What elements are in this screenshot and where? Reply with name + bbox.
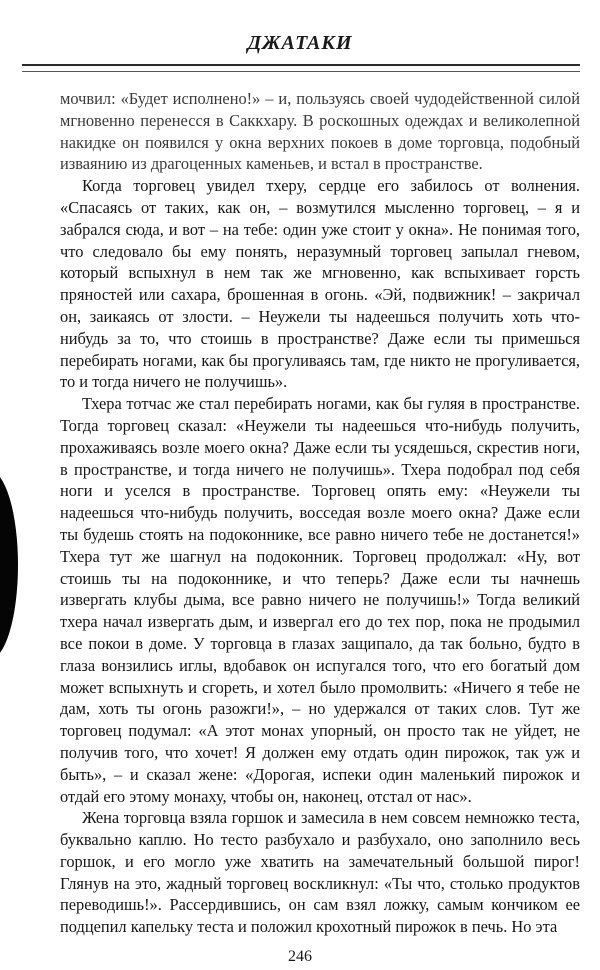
paragraph-2: Когда торговец увидел тхеру, сердце его забилось от волнения. «Спасаясь от таких, как он, – возмутился мысленно торговец, – я и забрался сюда, и вот – на тебе: один уже стоит у окна». Не понимая того, что следовало бы ему понять, неразумный торговец запылал гневом, который вспыхнул в нем так же мгновенно, как вспыхивает горсть пряностей или сахара, брошенная в огонь. «Эй, подвижник! – закричал он, заикаясь от злости. – Неужели ты надеешься получить хоть что-нибудь за то, что стоишь в пространстве? Даже если ты примешься перебирать ногами, как бы прогуливаясь там, где никто не прогуливается, то и тогда ничего не получишь». bbox=[60, 176, 580, 392]
paragraph-4: Жена торговца взяла горшок и замесила в нем совсем немножко теста, буквально каплю. Но тесто разбухало и разбухало, оно заполнило весь горшок, и его могло уже хватить на замечательный большой пирог! Глянув на это, жадный торговец воскликнул: «Ты что, столько продуктов переводишь!». Рассердившись, он сам взял ложку, самым кончиком ее подцепил капельку теста и положил крохотный пирожок в печь. Но эта bbox=[60, 808, 580, 937]
body-text bbox=[60, 88, 580, 938]
binding-shadow bbox=[0, 470, 18, 660]
page-number: 246 bbox=[288, 948, 312, 965]
header-rule-thin bbox=[22, 71, 580, 72]
running-head: ДЖАТАКИ bbox=[247, 32, 353, 54]
paragraph-3: Тхера тотчас же стал перебирать ногами, как бы гуляя в пространстве. Тогда торговец сказал: «Неужели ты надеешься что-нибудь получить, прохаживаясь возле моего окна? Даже если ты усядешься, скрестив ноги, в пространстве, и тогда ничего не получишь». Тхера подобрал под себя ноги и уселся в пространстве. Торговец опять ему: «Неужели ты надеешься что-нибудь получить, восседая возле моего окна? Даже если ты будешь стоять на подоконнике, все равно ничего тебе не достанется!» Тхера тут же шагнул на подоконник. Торговец продолжал: «Ну, вот стоишь ты на подоконнике, и что теперь? Даже если ты начнешь извергать клубы дыма, все равно ничего не получишь!» Тогда великий тхера начал извергать дым, и извергал его до тех пор, пока не продымил все покои в доме. У торговца в глазах защипало, да так больно, будто в глаза вонзились иглы, вдобавок он испугался того, что его богатый дом может вспыхнуть и сгореть, и хотел было промолвить: «Ничего я тебе не дам, хоть ты огонь разожги!», – но удержался от таких слов. Тут же торговец подумал: «А этот монах упорный, он просто так не уйдет, не получив того, что хочет! Я должен ему отдать один пирожок, так уж и быть», – и сказал жене: «Дорогая, испеки один маленький пирожок и отдай его этому монаху, чтобы он, наконец, отстал от нас». bbox=[60, 394, 580, 806]
header-rule-thick bbox=[22, 64, 580, 66]
paragraph-1: мочвил: «Будет исполнено!» – и, пользуясь своей чудодейственной силой мгновенно перенесся в Саккхару. В роскошных одеждах и великолепной накидке он появился у окна верхних покоев в доме торговца, подобный изваянию из драгоценных каменьев, и встал в пространстве. bbox=[60, 89, 580, 174]
